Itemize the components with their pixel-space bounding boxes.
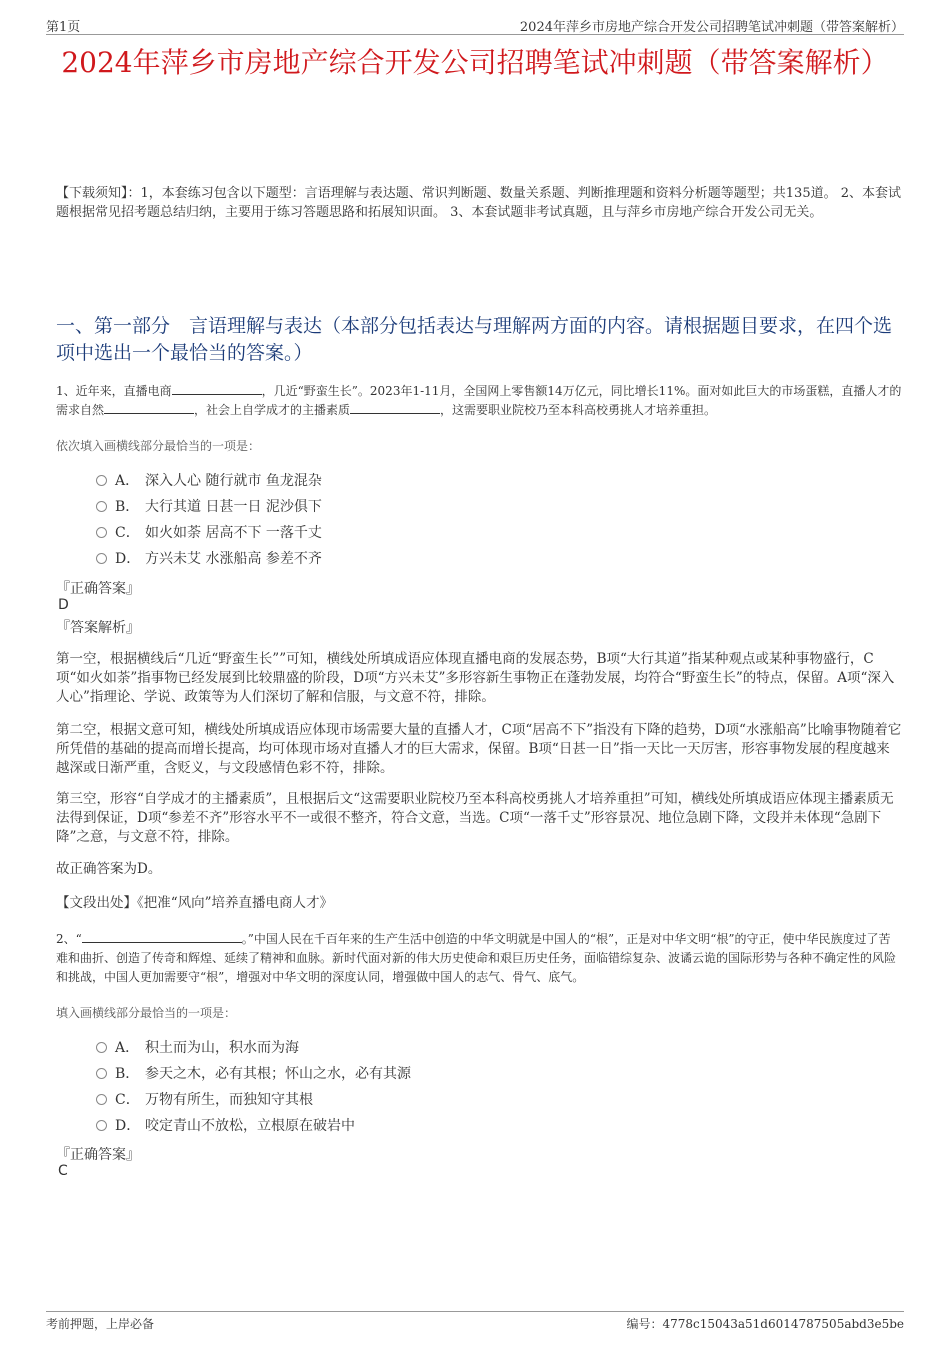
answer-value: C [58, 1163, 68, 1179]
question-2-stem: 2、“ 。”中国人民在千百年来的生产生活中创造的中华文明就是中国人的“根”，正是对中华文明“根”的守正，使中华民族度过了苦难和曲折、创造了传奇和辉煌、延续了精神和血脉。新时代面对新的伟大历史使命和艰巨历史任务，面临错综复杂、波谲云诡的国际形势与各种不确定性的风险和挑战，中国人更加需要守“根”，增强对中华文明的深度认同，增强做中国人的志气、骨气、底气。 [56, 932, 897, 984]
option-a[interactable]: A． 深入人心 随行就市 鱼龙混杂 [96, 468, 322, 494]
radio-icon[interactable] [96, 1068, 107, 1079]
question-1-stem: 1、近年来，直播电商 ，几近“野蛮生长”。2023年1-11月，全国网上零售额14万亿元，同比增长11%。面对如此巨大的市场蛋糕，直播人才的需求自然 ，社会上自学成才的主播素质 ，这需要职业院校乃至本科高校勇挑人才培养重担。 [56, 384, 902, 417]
document-title: 2024年萍乡市房地产综合开发公司招聘笔试冲刺题（带答案解析） [61, 46, 889, 79]
header-doc-title: 2024年萍乡市房地产综合开发公司招聘笔试冲刺题（带答案解析） [519, 20, 904, 35]
fill-blank [350, 401, 440, 414]
radio-icon[interactable] [96, 527, 107, 538]
question-1-options [96, 468, 322, 572]
radio-icon[interactable] [96, 1120, 107, 1131]
option-c[interactable]: C． 万物有所生，而独知守其根 [96, 1087, 411, 1113]
answer-label: 『正确答案』 [56, 1147, 140, 1163]
page-number: 第1页 [46, 20, 81, 35]
fill-blank [104, 401, 194, 414]
answer-label: 『正确答案』 [56, 581, 140, 597]
option-b[interactable]: B． 大行其道 日甚一日 泥沙俱下 [96, 494, 322, 520]
radio-icon[interactable] [96, 1042, 107, 1053]
radio-icon[interactable] [96, 553, 107, 564]
radio-icon[interactable] [96, 501, 107, 512]
option-b[interactable]: B． 参天之木，必有其根；怀山之水，必有其源 [96, 1061, 411, 1087]
option-a[interactable]: A． 积土而为山，积水而为海 [96, 1035, 411, 1061]
radio-icon[interactable] [96, 1094, 107, 1105]
answer-value: D [58, 597, 69, 613]
download-notice: 【下载须知】：1，本套练习包含以下题型：言语理解与表达题、常识判断题、数量关系题、判断推理题和资料分析题等题型；共135道。 2、本套试题根据常见招考题总结归纳，主要用于练习答题思路和拓展知识面。 3、本套试题非考试真题，且与萍乡市房地产综合开发公司无关。 [56, 186, 901, 220]
option-d[interactable]: D． 方兴未艾 水涨船高 参差不齐 [96, 546, 322, 572]
footer-slogan: 考前押题，上岸必备 [46, 1317, 155, 1331]
question-2-prompt: 填入画横线部分最恰当的一项是： [56, 1006, 237, 1020]
option-c[interactable]: C． 如火如荼 居高不下 一落千丈 [96, 520, 322, 546]
page-header [46, 14, 904, 35]
analysis-label: 『答案解析』 [56, 620, 140, 636]
analysis-paragraph: 第一空，根据横线后“几近“野蛮生长””可知，横线处所填成语应体现直播电商的发展态势，B项“大行其道”指某种观点或某种事物盛行，C项“如火如荼”指事物已经发展到比较鼎盛的阶段，D项“方兴未艾”多形容新生事物正在蓬勃发展，均符合“野蛮生长”的特点，保留。A项“深入人心”指理论、学说、政策等为人们深切了解和信服，与文意不符，排除。 [56, 651, 895, 705]
analysis-paragraph: 第二空，根据文意可知，横线处所填成语应体现市场需要大量的直播人才，C项“居高不下”指没有下降的趋势，D项“水涨船高”比喻事物随着它所凭借的基础的提高而增长提高，均可体现市场对直播人才的巨大需求，保留。B项“日甚一日”指一天比一天厉害，形容事物发展的程度越来越深或日渐严重，含贬义，与文段感情色彩不符，排除。 [56, 722, 902, 776]
passage-source: 【文段出处】《把准“风向”培养直播电商人才》 [56, 895, 334, 911]
section-title: 一、第一部分 言语理解与表达（本部分包括表达与理解两方面的内容。请根据题目要求，在四个选项中选出一个最恰当的答案。） [56, 315, 893, 364]
question-2-options [96, 1035, 411, 1139]
page-footer [46, 1311, 904, 1332]
analysis-paragraph: 第三空，形容“自学成才的主播素质”，且根据后文“这需要职业院校乃至本科高校勇挑人才培养重担”可知，横线处所填成语应体现主播素质无法得到保证，D项“参差不齐”形容水平不一或很不整齐，符合文意，当选。C项“一落千丈”形容景况、地位急剧下降，文段并未体现“急剧下降”之意，与文意不符，排除。 [56, 791, 894, 845]
document-id: 编号：4778c15043a51d6014787505abd3e5be [626, 1317, 904, 1331]
question-1-prompt: 依次填入画横线部分最恰当的一项是： [56, 439, 261, 453]
option-d[interactable]: D． 咬定青山不放松，立根原在破岩中 [96, 1113, 411, 1139]
fill-blank [82, 930, 242, 943]
analysis-conclusion: 故正确答案为D。 [56, 861, 162, 877]
fill-blank [172, 382, 262, 395]
radio-icon[interactable] [96, 475, 107, 486]
